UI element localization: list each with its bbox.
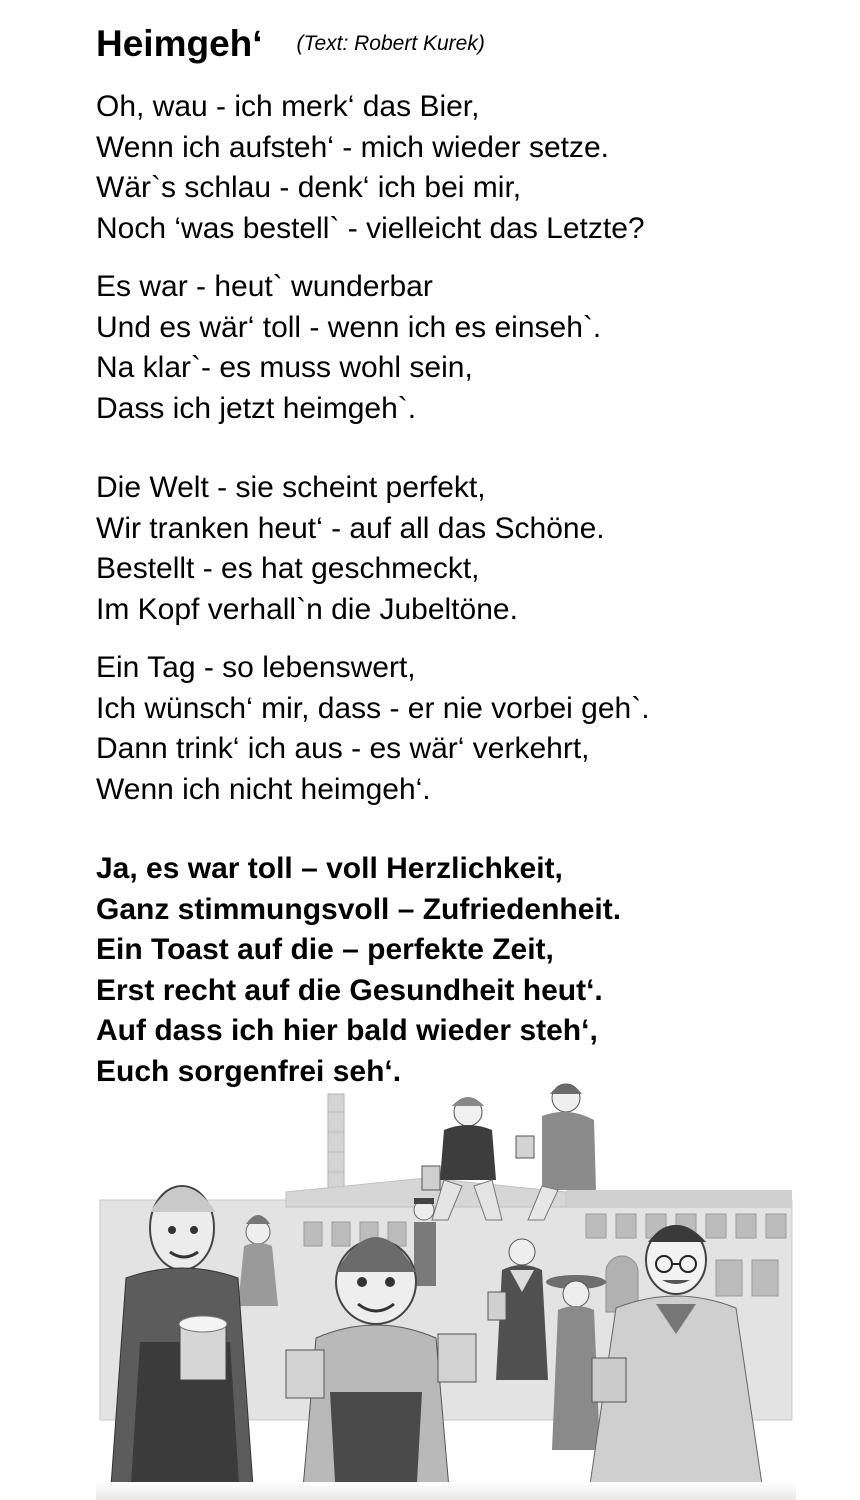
poem-line: Na klar`- es muss wohl sein, (96, 351, 473, 384)
refrain-line: Erst recht auf die Gesundheit heut‘. (96, 973, 603, 1007)
refrain-line: Ja, es war toll – voll Herzlichkeit, (96, 852, 563, 885)
poem-line: Wenn ich nicht heimgeh‘. (96, 772, 431, 806)
poem-title: Heimgeh‘ (96, 23, 263, 64)
refrain-stanza (96, 849, 621, 1092)
poem-header (96, 22, 485, 66)
refrain-line: Ganz stimmungsvoll – Zufriedenheit. (96, 892, 622, 926)
poem-line: Wär`s schlau - denk‘ ich bei mir, (96, 171, 522, 204)
poem-line: Dass ich jetzt heimgeh`. (96, 391, 417, 425)
poem-line: Wir tranken heut‘ - auf all das Schöne. (96, 511, 605, 545)
poem-line: Wenn ich aufsteh‘ - mich wieder setze. (96, 130, 610, 164)
poem-line: Und es wär‘ toll - wenn ich es einseh`. (96, 310, 602, 344)
pub-crowd-illustration (96, 1082, 796, 1500)
poem-line: Es war - heut` wunderbar (96, 270, 433, 303)
poem-line: Dann trink‘ ich aus - es wär‘ verkehrt, (96, 732, 590, 765)
refrain-line: Ein Toast auf die – perfekte Zeit, (96, 933, 554, 966)
stanza-4 (96, 648, 650, 810)
poem-line: Oh, wau - ich merk‘ das Bier, (96, 90, 480, 123)
poem-line: Ich wünsch‘ mir, dass - er nie vorbei geh`. (96, 691, 650, 725)
stanza-1 (96, 87, 645, 249)
stanza-2 (96, 267, 601, 429)
poem-line: Die Welt - sie scheint perfekt, (96, 471, 486, 504)
stanza-3 (96, 468, 605, 630)
poem-line: Noch ‘was bestell` - vielleicht das Letzte? (96, 211, 645, 245)
refrain-line: Auf dass ich hier bald wieder steh‘, (96, 1014, 598, 1047)
poem-line: Im Kopf verhall`n die Jubeltöne. (96, 592, 518, 626)
background-man (414, 1198, 436, 1286)
poem-line: Ein Tag - so lebenswert, (96, 651, 416, 684)
poem-credit: (Text: Robert Kurek) (296, 32, 485, 55)
refrain-line: Euch sorgenfrei seh‘. (96, 1054, 402, 1088)
poem-line: Bestellt - es hat geschmeckt, (96, 552, 480, 585)
